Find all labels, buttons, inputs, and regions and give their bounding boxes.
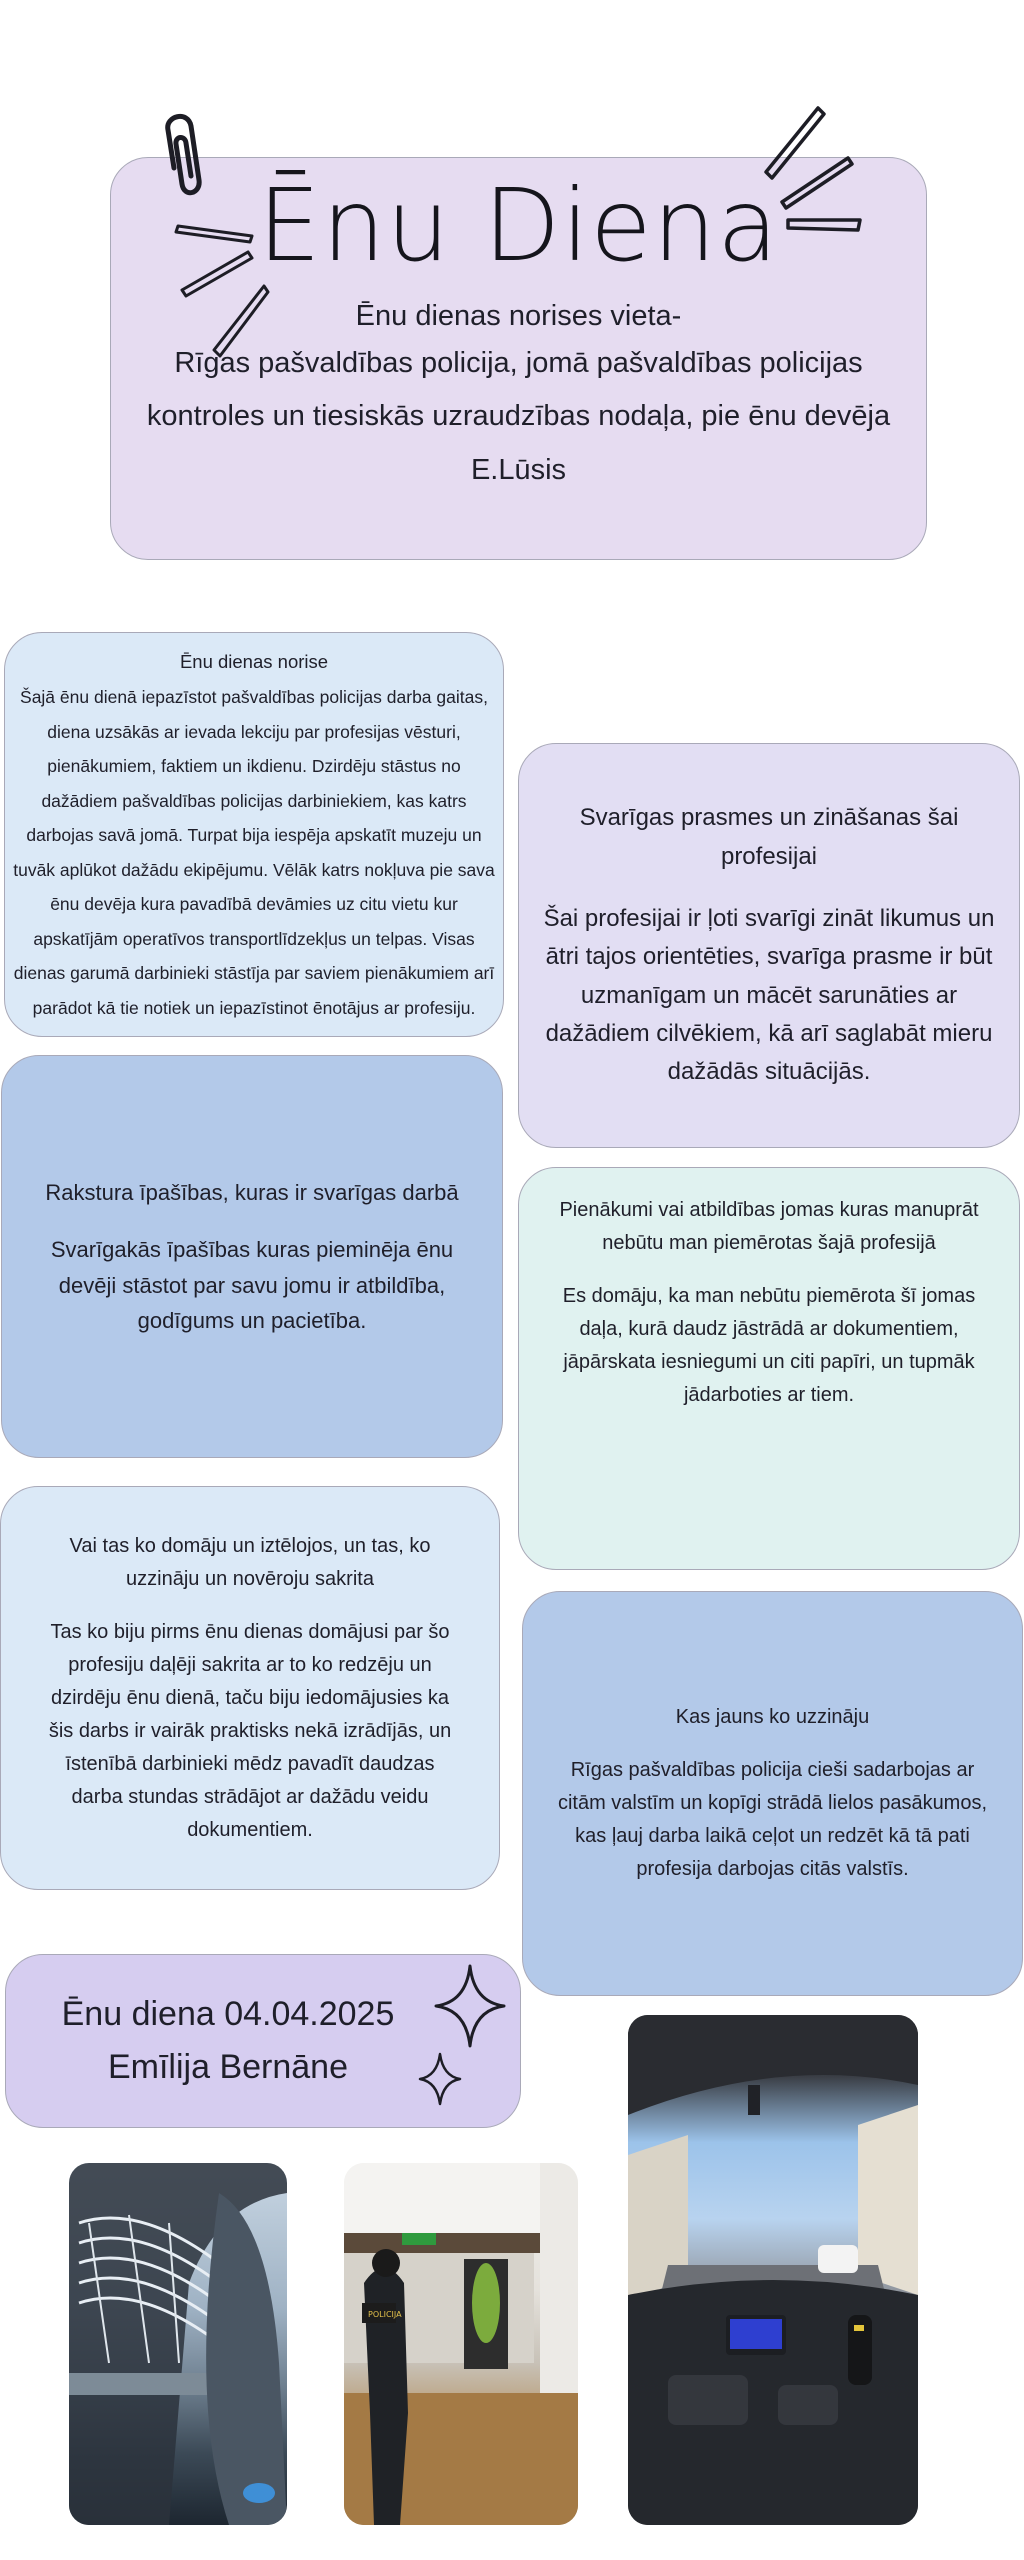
sparkle-small-icon [418, 2052, 462, 2106]
burst-right-icon [758, 102, 868, 252]
section-title: Ēnu dienas norise [179, 650, 329, 672]
section-rakstura [1, 1055, 503, 1458]
photo-bridge [69, 2163, 287, 2525]
section-prasmes [518, 743, 1020, 1148]
section-sakrita [0, 1486, 500, 1890]
burst-left-icon [170, 210, 270, 360]
section-body: Šai profesijai ir ļoti svarīgi zināt likumus un ātri tajos orientēties, svarīga prasme ir būt uzmanīgam un mācēt sarunāties ar dažādiem cilvēkiem, kā arī saglabāt mieru dažādās situācijās. [543, 904, 995, 1086]
section-title: Vai tas ko domāju un iztēlojos, un tas, ko uzzināju un novēroju sakrita [69, 1534, 431, 1590]
photo-office-art [344, 2163, 578, 2525]
venue-text: Rīgas pašvaldības policija, jomā pašvaldības policijas kontroles un tiesiskās uzraudzības nodaļa, pie ēnu devēja E.Lūsis [146, 346, 891, 486]
photo-office [344, 2163, 578, 2525]
photo-car-art [628, 2015, 918, 2525]
section-pienakumi [518, 1167, 1020, 1570]
footer-author: Emīlija Bernāne [107, 2048, 348, 2086]
page-title: Ēnu Diena [257, 167, 780, 284]
photo-bridge-art [69, 2163, 287, 2525]
section-body: Svarīgakās īpašības kuras pieminēja ēnu devēji stāstot par savu jomu ir atbildība, godīgums un pacietība. [50, 1237, 454, 1333]
venue-label: Ēnu dienas norises vieta- [355, 300, 682, 332]
section-jauns [522, 1591, 1023, 1996]
section-title: Kas jauns ko uzzināju [675, 1706, 870, 1728]
section-title: Rakstura īpašības, kuras ir svarīgas darbā [45, 1180, 459, 1206]
section-body: Es domāju, ka man nebūtu piemērota šī jomas daļa, kurā daudz jāstrādā ar dokumentiem, jāpārskata iesniegumi un citi papīri, un tupmāk jādarboties ar tiem. [562, 1285, 976, 1406]
section-body: Rīgas pašvaldības policija cieši sadarbojas ar citām valstīm un kopīgi strādā lielos pasākumos, kas ļauj darba laikā ceļot un redzēt kā tā pati profesija darbojas citās valstīs. [557, 1759, 988, 1880]
sparkle-large-icon [434, 1964, 506, 2048]
section-body: Šajā ēnu dienā iepazīstot pašvaldības policijas darba gaitas, diena uzsākās ar ievada lekciju par profesijas vēsturi, pienākumiem, faktiem un ikdienu. Dzirdēju stāstus no dažādiem pašvaldības policijas darbiniekiem, kas katrs darbojas savā jomā. Turpat bija iespēja apskatīt muzeju un tuvāk aplūkot dažādu ekipējumu. Vēlāk katrs nokļuva pie sava ēnu devēja kura pavadībā devāmies uz citu vietu kur apskatījām operatīvos transportlīdzekļus un telpas. Visas dienas garumā darbinieki stāstīja par saviem pienākumiem arī parādot kā tie notiek un iepazīstinot ēnotājus ar profesiju. [13, 687, 495, 1018]
photo-car [628, 2015, 918, 2525]
section-body: Tas ko biju pirms ēnu dienas domājusi par šo profesiju daļēji sakrita ar to ko redzēju un dzirdēju ēnu dienā, taču biju iedomājusies ka šis darbs ir vairāk praktisks nekā izrādījās, un īstenībā darbinieki mēdz pavadīt daudzas darba stundas strādājot ar dažādu veidu dokumentiem. [48, 1620, 452, 1841]
section-dienas-norise [4, 632, 504, 1037]
svg-text:POLICIJA: POLICIJA [368, 2310, 402, 2319]
footer-date: Ēnu diena 04.04.2025 [61, 1995, 395, 2034]
section-title: Pienākumi vai atbildības jomas kuras manuprāt nebūtu man piemērotas šajā profesijā [559, 1199, 979, 1254]
section-title: Svarīgas prasmes un zināšanas šai profesijai [579, 804, 959, 870]
paperclip-icon [160, 108, 220, 208]
